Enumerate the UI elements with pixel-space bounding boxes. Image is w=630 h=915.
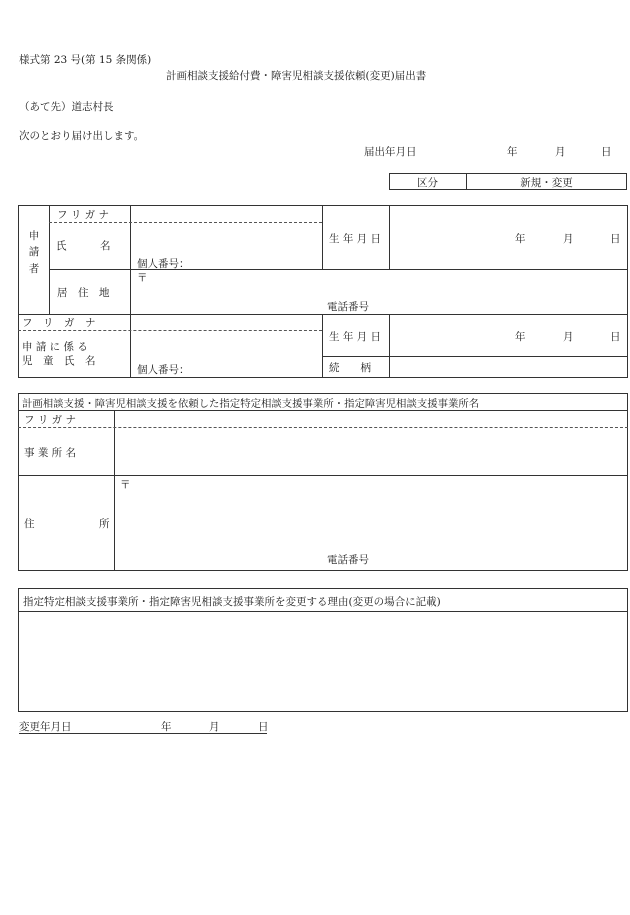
office-postal-mark: 〒 (120, 479, 131, 491)
form-title: 計画相談支援給付費・障害児相談支援依頼(変更)届出書 (166, 70, 427, 82)
change-date-label: 変更年月日 (19, 721, 72, 733)
office-header: 計画相談支援・障害児相談支援を依頼した指定特定相談支援事業所・指定障害児相談支援事業所名 (22, 398, 480, 410)
submission-year: 年 (507, 146, 518, 158)
applicant-individual-number[interactable]: 個人番号： (137, 258, 190, 270)
relationship-label: 続 柄 (329, 362, 371, 374)
applicant-furigana-label: フ リ ガ ナ (57, 209, 110, 221)
applicant-birth-day: 日 (610, 233, 621, 245)
office-phone-label: 電話番号 (327, 554, 369, 566)
residence-label: 居 住 地 (57, 287, 110, 299)
child-birthdate-label: 生 年 月 日 (329, 331, 382, 343)
child-individual-number[interactable]: 個人番号： (137, 364, 190, 376)
applicant-birth-month: 月 (563, 233, 574, 245)
category-value[interactable]: 新規・変更 (520, 177, 573, 189)
applicant-name-label: 氏 名 (56, 240, 111, 252)
category-label: 区分 (417, 177, 438, 189)
change-month: 月 (209, 721, 220, 733)
applicant-birthdate-label: 生 年 月 日 (329, 233, 382, 245)
applicant-birth-year: 年 (515, 233, 526, 245)
change-day: 日 (258, 721, 269, 733)
office-furigana-label: フ リ ガ ナ (24, 414, 77, 426)
submission-day: 日 (601, 146, 612, 158)
applicant-section-label: 申 請 者 (28, 230, 40, 275)
office-name-label: 事 業 所 名 (24, 447, 77, 459)
office-address-label-left: 住 (24, 518, 35, 530)
child-birth-year: 年 (515, 331, 526, 343)
office-address-label-right: 所 (99, 518, 110, 530)
child-name-label-2: 児 童 氏 名 (22, 355, 96, 367)
change-year: 年 (161, 721, 172, 733)
intro-text: 次のとおり届け出します。 (19, 130, 145, 142)
addressee: （あて先）道志村長 (19, 101, 114, 113)
reason-header: 指定特定相談支援事業所・指定障害児相談支援事業所を変更する理由(変更の場合に記載) (23, 596, 441, 608)
child-furigana-label: フ リ ガ ナ (22, 317, 96, 329)
applicant-phone-label: 電話番号 (327, 301, 369, 313)
child-birth-day: 日 (610, 331, 621, 343)
child-name-label-1: 申 請 に 係 る (22, 341, 88, 353)
child-birth-month: 月 (563, 331, 574, 343)
form-number: 様式第 23 号(第 15 条関係) (19, 54, 152, 66)
submission-month: 月 (555, 146, 566, 158)
office-table (18, 393, 628, 571)
reason-input-area[interactable] (19, 612, 627, 711)
submission-date-label: 届出年月日 (364, 146, 417, 158)
applicant-postal-mark: 〒 (137, 272, 148, 284)
